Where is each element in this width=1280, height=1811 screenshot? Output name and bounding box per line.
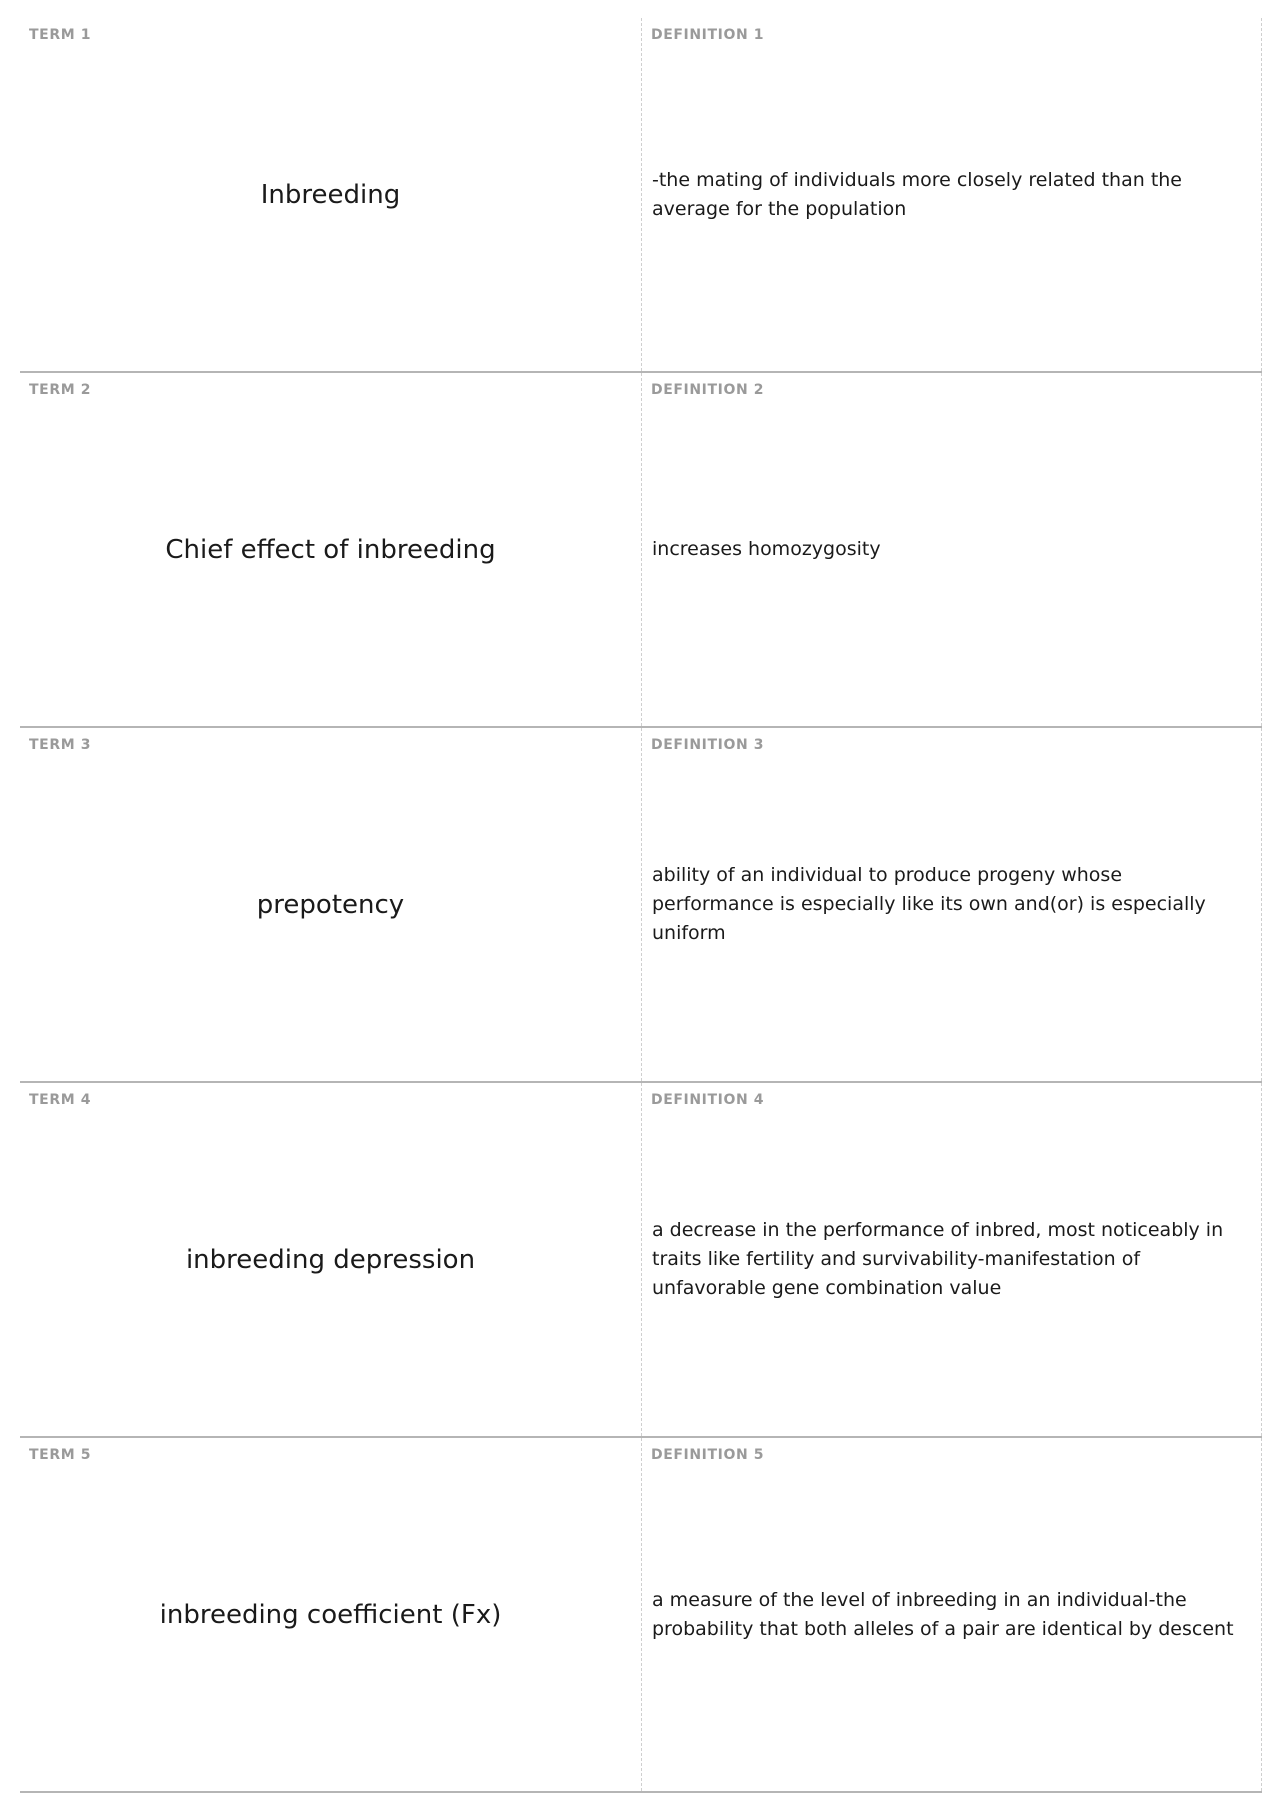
term-text: inbreeding depression bbox=[185, 1244, 476, 1275]
definition-text: ability of an individual to produce progeny whose performance is especially like its own and(or) is especially uniform bbox=[652, 864, 1206, 944]
definition-label: DEFINITION 5 bbox=[651, 1447, 765, 1463]
definition-text: a measure of the level of inbreeding in an individual-the probability that both alleles of a pair are identical by descent bbox=[652, 1588, 1234, 1640]
term-text: Chief effect of inbreeding bbox=[165, 534, 496, 565]
term-cell bbox=[20, 373, 642, 726]
term-cell bbox=[20, 728, 642, 1081]
term-label: TERM 4 bbox=[29, 1092, 92, 1108]
definition-label: DEFINITION 3 bbox=[651, 737, 765, 753]
card-row-5 bbox=[20, 1438, 1262, 1793]
definition-label: DEFINITION 1 bbox=[651, 27, 765, 43]
card-row-1 bbox=[20, 18, 1262, 373]
flashcard-sheet bbox=[20, 18, 1262, 1793]
term-cell bbox=[20, 18, 642, 371]
term-cell bbox=[20, 1083, 642, 1436]
term-label: TERM 1 bbox=[29, 27, 92, 43]
definition-label: DEFINITION 2 bbox=[651, 382, 765, 398]
definition-text: increases homozygosity bbox=[652, 538, 881, 560]
card-row-2 bbox=[20, 373, 1262, 728]
term-label: TERM 5 bbox=[29, 1447, 92, 1463]
definition-text: a decrease in the performance of inbred, most noticeably in traits like fertility and survivability-manifestation of unfavorable gene combination value bbox=[652, 1219, 1224, 1299]
definition-cell bbox=[642, 1438, 1262, 1791]
term-text: Inbreeding bbox=[260, 179, 401, 210]
term-text: prepotency bbox=[256, 889, 405, 920]
definition-label: DEFINITION 4 bbox=[651, 1092, 765, 1108]
definition-cell bbox=[642, 373, 1262, 726]
card-row-3 bbox=[20, 728, 1262, 1083]
definition-text: -the mating of individuals more closely related than the average for the population bbox=[652, 168, 1182, 220]
card-row-4 bbox=[20, 1083, 1262, 1438]
term-text: inbreeding coefficient (Fx) bbox=[159, 1599, 502, 1630]
term-label: TERM 3 bbox=[29, 737, 92, 753]
term-cell bbox=[20, 1438, 642, 1791]
definition-cell bbox=[642, 1083, 1262, 1436]
definition-cell bbox=[642, 728, 1262, 1081]
term-label: TERM 2 bbox=[29, 382, 92, 398]
definition-cell bbox=[642, 18, 1262, 371]
